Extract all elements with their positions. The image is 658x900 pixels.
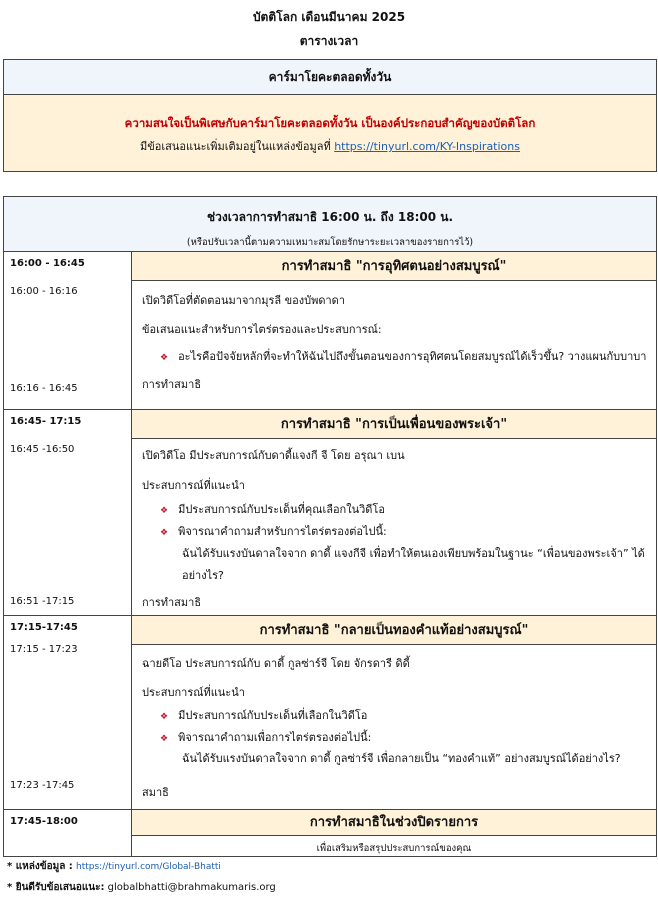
karma-yoga-box [3,59,657,172]
sub-time-end: 16:16 - 16:45 [10,383,78,394]
sources-line [7,859,221,874]
schedule-section-4 [4,809,656,856]
diamond-bullet-icon: ❖ [160,712,169,722]
bullet-text: พิจารณาคำถามสำหรับการไตร่ตรองต่อไปนี้: [178,525,387,538]
sub-time-start: 16:45 -16:50 [10,444,75,455]
section-time: 17:15-17:45 [10,622,78,633]
karma-yoga-body [4,95,656,171]
bullet-continuation: ฉันได้รับแรงบันดาลใจจาก ดาดี้ กูลซ่าร์จี เพื่อกลายเป็น “ทองคำแท้” อย่างสมบูรณ์ได้อย่างไร? [182,752,621,765]
schedule-heading-row [4,197,656,252]
section-closing: การทำสมาธิ [142,378,202,391]
section-time: 17:45-18:00 [10,816,78,827]
section-content [132,252,656,409]
bullet-continuation: อย่างไร? [182,569,224,582]
sources-link[interactable]: https://tinyurl.com/Global-Bhatti [76,862,221,872]
section-title: การทำสมาธิ "กลายเป็นทองคำแท้อย่างสมบูรณ์" [132,616,656,645]
section-time-cell [4,810,132,856]
schedule-section-3 [4,615,656,809]
section-time-cell [4,616,132,809]
karma-yoga-link[interactable]: https://tinyurl.com/KY-Inspirations [334,140,520,153]
bullet-text: อะไรคือปัจจัยหลักที่จะทำให้ฉันไปถึงขั้นตอนของการอุทิศตนโดยสมบูรณ์ได้เร็วขึ้น? วางแผนกับบาบา [178,350,647,363]
diamond-bullet-icon: ❖ [160,353,169,363]
section-content [132,410,656,615]
schedule-section-2 [4,409,656,615]
section-bullet [160,500,385,518]
section-bullet [160,522,387,540]
karma-yoga-heading: คาร์มาโยคะตลอดทั้งวัน [4,60,656,95]
section-time: 16:45- 17:15 [10,416,82,427]
feedback-line [7,880,276,895]
sources-label: * แหล่งข้อมูล : [7,861,73,872]
section-line: ฉายดีโอ ประสบการณ์กับ ดาดี้ กูลซ่าร์จี โดย จักรดารี ดิดี้ [142,657,410,670]
karma-yoga-note-line [4,137,656,155]
section-bullet [160,728,371,746]
bullet-continuation: ฉันได้รับแรงบันดาลใจจาก ดาดี้ แจงกีจี เพื่อทำให้ตนเองเพียบพร้อมในฐานะ “เพื่อนของพระเจ้า” ได้ [182,547,645,560]
section-title: การทำสมาธิ "การอุทิศตนอย่างสมบูรณ์" [132,252,656,281]
karma-yoga-note: มีข้อเสนอแนะเพิ่มเติมอยู่ในแหล่งข้อมูลที่ [140,140,331,153]
sub-time-start: 16:00 - 16:16 [10,286,78,297]
section-line: เปิดวิดีโอ มีประสบการณ์กับดาดี้แจงกี จี โดย อรุณา เบน [142,449,405,462]
schedule-table [3,196,657,857]
section-line: ข้อเสนอแนะสำหรับการไตร่ตรองและประสบการณ์: [142,323,382,336]
bullet-text: พิจารณาคำถามเพื่อการไตร่ตรองต่อไปนี้: [178,731,372,744]
section-title: การทำสมาธิ "การเป็นเพื่อนของพระเจ้า" [132,410,656,439]
section-time-cell [4,410,132,615]
section-line: ประสบการณ์ที่แนะนำ [142,686,245,699]
diamond-bullet-icon: ❖ [160,528,169,538]
bullet-text: มีประสบการณ์กับประเด็นที่เลือกในวิดีโอ [178,709,368,722]
sub-time-end: 16:51 -17:15 [10,596,75,607]
schedule-subheading: (หรือปรับเวลานี้ตามความเหมาะสมโดยรักษาระยะเวลาของรายการไว้) [186,237,474,248]
section-closing: การทำสมาธิ [142,596,202,609]
section-closing: สมาธิ [142,786,169,799]
diamond-bullet-icon: ❖ [160,506,169,516]
section-bullet [160,347,646,365]
section-line: ประสบการณ์ที่แนะนำ [142,479,245,492]
bullet-text: มีประสบการณ์กับประเด็นที่คุณเลือกในวิดีโอ [178,503,385,516]
section-line: เปิดวิดีโอที่ตัดตอนมาจากมุรลี ของบัพดาดา [142,294,346,307]
document-title: บัตติโลก เดือนมีนาคม 2025 [252,10,406,24]
schedule-heading: ช่วงเวลาการทำสมาธิ 16:00 น. ถึง 18:00 น. [207,210,453,224]
feedback-email[interactable]: globalbhatti@brahmakumaris.org [107,882,276,893]
section-note: เพื่อเสริมหรือสรุปประสบการณ์ของคุณ [316,843,472,854]
section-title: การทำสมาธิในช่วงปิดรายการ [132,810,656,836]
section-bullet [160,706,367,724]
sub-time-end: 17:23 -17:45 [10,780,75,791]
feedback-label: * ยินดีรับข้อเสนอแนะ: [7,882,105,893]
section-content [132,616,656,809]
section-content [132,810,656,856]
karma-yoga-highlight: ความสนใจเป็นพิเศษกับคาร์มาโยคะตลอดทั้งวัน เป็นองค์ประกอบสำคัญของบัตติโลก [124,116,536,130]
section-time-cell [4,252,132,409]
schedule-section-1 [4,252,656,409]
section-time: 16:00 - 16:45 [10,258,85,269]
diamond-bullet-icon: ❖ [160,734,169,744]
document-subtitle: ตารางเวลา [299,34,359,48]
sub-time-start: 17:15 - 17:23 [10,644,78,655]
